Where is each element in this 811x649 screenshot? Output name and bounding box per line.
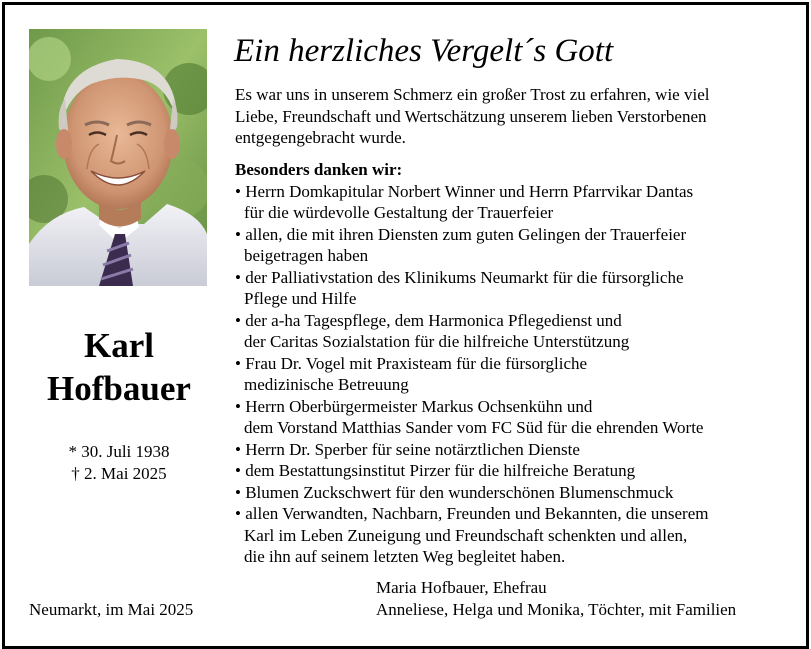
notice-title: Ein herzliches Vergelt´s Gott xyxy=(234,33,614,69)
death-date: † 2. Mai 2025 xyxy=(71,464,167,483)
deceased-first-name: Karl xyxy=(84,326,154,365)
thanks-item-continuation: Karl im Leben Zuneigung und Freundschaft schenkten und allen, xyxy=(244,525,688,545)
thanks-list xyxy=(235,159,775,568)
thanks-item: • der Palliativstation des Klinikums Neumarkt für die fürsorgliche xyxy=(235,267,684,287)
thanks-item: • Frau Dr. Vogel mit Praxisteam für die fürsorgliche xyxy=(235,353,588,373)
thanks-item-continuation: für die würdevolle Gestaltung der Trauerfeier xyxy=(244,203,554,222)
deceased-last-name: Hofbauer xyxy=(47,369,191,408)
intro-line: Es war uns in unserem Schmerz ein großer Trost zu erfahren, wie viel xyxy=(235,85,710,104)
thanks-item-continuation: die ihn auf seinem letzten Weg begleitet haben. xyxy=(244,547,566,566)
intro-paragraph xyxy=(235,84,775,149)
thanks-item-continuation: medizinische Betreuung xyxy=(244,375,409,394)
signature-daughters: Anneliese, Helga und Monika, Töchter, mit Familien xyxy=(376,600,737,619)
intro-line: entgegengebracht wurde. xyxy=(235,128,406,147)
thanks-heading: Besonders danken wir: xyxy=(235,160,403,179)
thanks-item: • Herrn Oberbürgermeister Markus Ochsenkühn und xyxy=(235,396,593,416)
thanks-item-continuation: dem Vorstand Matthias Sander vom FC Süd für die ehrenden Worte xyxy=(244,418,704,437)
thanks-item: • allen, die mit ihren Diensten zum guten Gelingen der Trauerfeier xyxy=(235,224,687,244)
thanks-item: • allen Verwandten, Nachbarn, Freunden und Bekannten, die unserem xyxy=(235,504,709,523)
intro-line: Liebe, Freundschaft und Wertschätzung unserem lieben Verstorbenen xyxy=(235,106,707,126)
thanks-item-continuation: Pflege und Hilfe xyxy=(244,289,357,308)
signature-wife: Maria Hofbauer, Ehefrau xyxy=(376,578,547,597)
birth-date: * 30. Juli 1938 xyxy=(68,442,170,461)
thanks-item: • Herrn Domkapitular Norbert Winner und Herrn Pfarrvikar Dantas xyxy=(235,181,694,201)
thanks-item-continuation: beigetragen haben xyxy=(244,246,369,265)
thanks-item: • Blumen Zuckschwert für den wunderschönen Blumenschmuck xyxy=(235,482,674,502)
thanks-item: • Herrn Dr. Sperber für seine notärztlichen Dienste xyxy=(235,439,580,459)
portrait-photo xyxy=(29,29,207,286)
thanks-item-continuation: der Caritas Sozialstation für die hilfreiche Unterstützung xyxy=(244,332,630,351)
thanks-item: • der a-ha Tagespflege, dem Harmonica Pflegedienst und xyxy=(235,310,622,330)
place-and-date: Neumarkt, im Mai 2025 xyxy=(29,600,194,619)
thanks-item: • dem Bestattungsinstitut Pirzer für die hilfreiche Beratung xyxy=(235,461,636,480)
